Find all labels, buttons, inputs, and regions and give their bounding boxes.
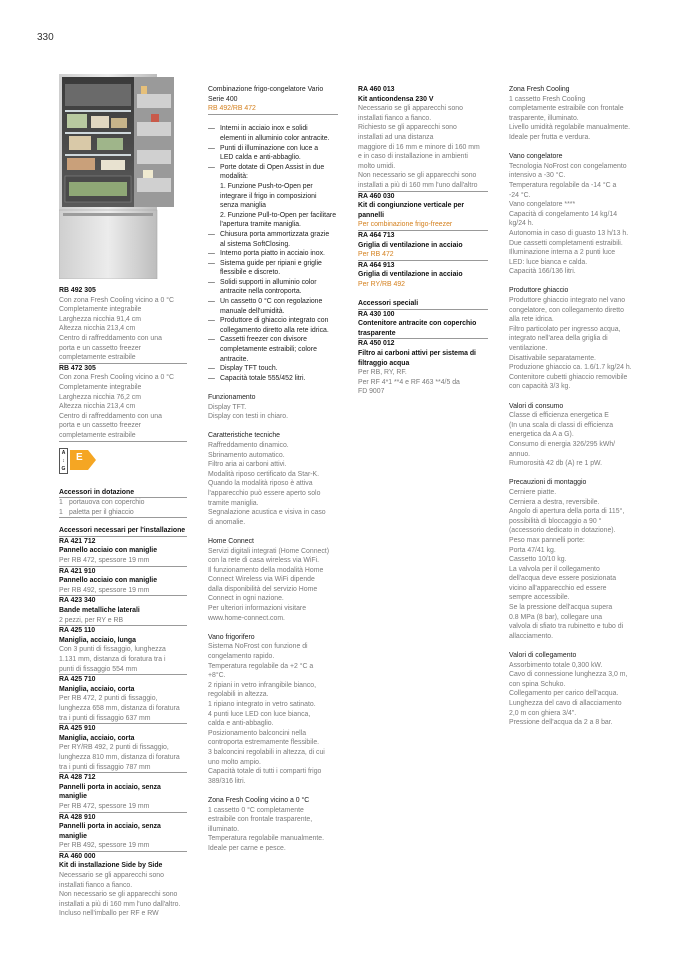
model-line: Altezza nicchia 213,4 cm [59, 403, 136, 411]
accessory-name: Pannello acciaio con maniglie [59, 577, 158, 585]
accessory-name: trasparente [358, 329, 488, 340]
section-line: Display con testi in chiaro. [208, 413, 289, 421]
section-line: kg/24 h. [509, 220, 534, 228]
feature-line: antracite. [220, 355, 249, 363]
feature-item: — Solidi supporti in alluminio color antracite nella controporta. [208, 278, 317, 296]
required-accessory [59, 596, 187, 626]
section-line: Produttore ghiaccio integrato nel vano [509, 297, 626, 305]
section-line: Collegamento per carico dell'acqua. [509, 690, 619, 698]
section-line: Raffreddamento dinamico. [208, 441, 289, 449]
accessory-name: Filtro ai carboni attivi per sistema di [358, 350, 476, 358]
section-title: Home Connect [208, 537, 254, 545]
feature-line: Sistema guide per ripiani e griglie [220, 259, 322, 267]
accessory-name: Kit anticondensa 230 V [358, 95, 434, 103]
accessory-note: installati a più di 160 mm l'uno dall'altro [358, 181, 488, 192]
accessory-code: RA 464 713 [358, 231, 395, 239]
feature-line: modalità: [220, 173, 248, 181]
accessory-text: portauova con coperchio [69, 499, 145, 507]
feature-line: integrare il frigo in composizioni [220, 192, 317, 200]
feature-line: Capacità totale 555/452 litri. [220, 374, 306, 382]
section-line: Filtro particolato per ingresso acqua, [509, 325, 621, 333]
section-line: di anomalie. [208, 518, 246, 526]
required-accessory [59, 724, 187, 773]
section-fresh-cooling [208, 796, 338, 854]
accessory-block [358, 192, 488, 231]
section-line: Temperatura regolabile manualmente. [208, 835, 325, 843]
model-line: Completamente integrabile [59, 306, 142, 314]
section-line: (In una scala di classi di efficienza [509, 421, 614, 429]
accessory-qty: 1 [59, 499, 63, 507]
accessory-name: Pannelli porta in acciaio, senza maniglie [59, 823, 161, 840]
accessory-note: Per RF 4*1 **4 e RF 463 **4/5 da [358, 378, 460, 386]
required-accessory [59, 675, 187, 724]
section-line: vicino all'apparecchio ed essere [509, 584, 607, 592]
section-line: Temperatura regolabile da -14 °C a [509, 181, 617, 189]
section-line: 4 punti luce LED con luce bianca, [208, 710, 311, 718]
section-title: Produttore ghiaccio [509, 287, 569, 295]
accessory-note: Non necessario se gli apparecchi sono [358, 172, 477, 180]
section-line: 389/316 litri. [208, 777, 246, 785]
feature-item: — Display TFT touch. [208, 365, 278, 373]
section-line: Cerniera a destra, reversibile. [509, 498, 600, 506]
feature-line: elementi in alluminio color antracite. [220, 134, 330, 142]
accessory-name: Contenitore antracite con coperchio [358, 320, 477, 328]
feature-line: collegamento diretto alla rete idrica. [220, 326, 329, 334]
accessory-note: Per RB 472, spessore 19 mm [59, 556, 187, 567]
feature-item: — Cassetti freezer con divisore completamente estraibili; colore antracite. [208, 336, 317, 363]
accessory-note: Per RB 492, spessore 19 mm [59, 586, 187, 597]
special-accessories-title: Accessori speciali [358, 299, 488, 310]
section-line: Sistema NoFrost con funzione di [208, 643, 308, 651]
model-line: Con zona Fresh Cooling vicino a 0 °C [59, 296, 174, 304]
section-line: integrato nell'area della griglia di [509, 335, 608, 343]
column-1 [59, 286, 187, 919]
accessory-note: tra i punti di fissaggio 637 mm [59, 714, 187, 725]
section-line: Vano congelatore **** [509, 201, 576, 209]
model-line: Centro di raffreddamento con una [59, 334, 162, 342]
accessory-note: lunghezza 810 mm, distanza di foratura [59, 753, 180, 761]
accessory-code: RA 421 712 [59, 537, 96, 545]
section-line: Contenitore cubetti ghiaccio removibile [509, 373, 628, 381]
energy-scale-bottom: G [61, 465, 66, 472]
section-line: dalla disponibilità del servizio Home [208, 585, 318, 593]
section-line: energetica da A a G). [509, 431, 574, 439]
required-accessory [59, 773, 187, 812]
section-line: 2,0 m con ghiera 3/4". [509, 709, 577, 717]
section-line: trasparente, illuminato. [509, 114, 579, 122]
section-line: illuminato. [208, 825, 240, 833]
accessory-note: Per RB, RY, RF. [358, 369, 407, 377]
model-line: Altezza nicchia 213,4 cm [59, 325, 136, 333]
section-vano-congelatore [509, 152, 643, 277]
accessory-note: Per RY/RB 492 [358, 280, 405, 288]
section-line: +8°C. [208, 672, 226, 680]
section-line: Per ulteriori informazioni visitare [208, 605, 307, 613]
accessory-note: 2 pezzi, per RY e RB [59, 616, 187, 627]
section-line: ventilazione. [509, 345, 548, 353]
section-line: Lunghezza del cavo di allacciamento [509, 700, 622, 707]
column-3 [358, 85, 488, 397]
feature-line: Solidi supporti in alluminio color [220, 278, 317, 286]
feature-line: completamente estraibili; colore [220, 346, 317, 354]
accessory-qty: 1 [59, 508, 63, 516]
section-zona-fresh-cooling [509, 85, 643, 143]
accessory-block [358, 85, 488, 192]
section-line: Ideale per carne e pesce. [208, 844, 286, 852]
model-code: RB 472 305 [59, 364, 96, 372]
accessory-note: Necessario se gli apparecchi sono [59, 872, 164, 880]
section-line: Ideale per frutta e verdura. [509, 133, 591, 141]
section-line: Modalità riposo certificato da Star-K. [208, 470, 320, 478]
section-line: Peso max pannelli porte: [509, 536, 585, 544]
section-line: Tecnologia NoFrost con congelamento [509, 162, 627, 170]
section-line: Sbrinamento automatico. [208, 451, 285, 459]
feature-line: 1. Funzione Push-to-Open per [220, 182, 313, 190]
accessory-block [358, 261, 488, 290]
section-line: con la rete di casa wireless via WiFi. [208, 557, 320, 565]
section-line: 0.8 MPa (8 bar), collegare una [509, 613, 603, 621]
accessory-note: e in caso di installazione in ambienti [358, 153, 468, 161]
section-line: controporta estremamente flessibile. [208, 739, 320, 747]
page-number: 330 [37, 32, 54, 43]
section-line: Capacità di congelamento 14 kg/14 [509, 210, 618, 218]
accessory-code: RA 423 340 [59, 597, 96, 605]
accessory-code: RA 428 910 [59, 813, 96, 821]
section-title: Funzionamento [208, 394, 256, 401]
feature-item: — Punti di illuminazione con luce a LED calda e anti-abbaglio. [208, 144, 319, 162]
section-line: Capacità totale di tutti i comparti frigo [208, 768, 322, 776]
section-line: alla rete idrica. [509, 316, 554, 324]
feature-item: — Chiusura porta ammortizzata grazie al sistema SoftClosing. [208, 230, 330, 248]
energy-class-badge [70, 448, 96, 474]
accessory-note: FD 9007 [358, 388, 385, 396]
accessory-block [358, 231, 488, 261]
feature-line: manuale dell'umidità. [220, 307, 285, 315]
section-line: -24 °C. [509, 191, 531, 199]
section-line: regolabili in altezza. [208, 691, 269, 699]
section-line: sempre accessibile. [509, 594, 570, 602]
required-accessory [59, 626, 187, 675]
feature-line: LED calda e anti-abbaglio. [220, 154, 301, 162]
section-valori-collegamento [509, 651, 643, 728]
accessory-block [358, 310, 488, 340]
section-line: Assorbimento totale 0,300 kW. [509, 661, 603, 669]
section-line: Posizionamento balconcini nella [208, 729, 307, 737]
required-accessory [59, 537, 187, 567]
section-title: Vano frigorifero [208, 633, 255, 641]
model-line: Larghezza nicchia 76,2 cm [59, 393, 141, 401]
accessory-code: RA 460 013 [358, 86, 395, 93]
section-line: possibilità di bloccaggio a 90 ° [509, 517, 602, 525]
section-title: Valori di collegamento [509, 652, 577, 660]
accessory-code: RA 425 910 [59, 725, 96, 733]
section-line: 2 ripiani in vetro infrangibile bianco, [208, 681, 317, 689]
accessory-note: installati ad una distanza [358, 133, 434, 141]
section-line: congelatore, con collegamento diretto [509, 306, 624, 314]
accessory-name: Kit di congiunzione verticale per [358, 202, 465, 210]
section-precauzioni-montaggio [509, 478, 643, 641]
feature-item: — Produttore di ghiaccio integrato con collegamento diretto alla rete idrica. [208, 317, 329, 334]
accessory-note: Per RB 472 [358, 250, 488, 261]
energy-class: E [76, 451, 83, 463]
section-line: Consumo di energia 326/295 kWh/ [509, 440, 616, 448]
feature-line: Interni in acciaio inox e solidi [220, 125, 308, 133]
model-line: Con zona Fresh Cooling vicino a 0 °C [59, 374, 174, 382]
section-line: estraibile con frontale trasparente, [208, 816, 313, 824]
section-line: Connect in ogni nazione. [208, 595, 284, 603]
accessory-note: tra i punti di fissaggio 787 mm [59, 763, 187, 774]
energy-scale-top: A [61, 449, 66, 456]
feature-item: — Sistema guide per ripiani e griglie flessibile e discreto. [208, 259, 322, 277]
accessory-note: Per RB 492, spessore 19 mm [59, 841, 187, 852]
section-line: La valvola per il collegamento [509, 565, 600, 573]
section-line: Cassetto 10/10 kg. [509, 556, 567, 564]
accessory-name: Pannello acciaio con maniglie [59, 547, 158, 555]
section-line: Capacità 166/136 litri. [509, 268, 576, 276]
feature-line: flessibile e discreto. [220, 269, 281, 277]
feature-line: Porte dotate di Open Assist in due [220, 163, 325, 171]
section-line: Filtro aria ai carboni attivi. [208, 461, 287, 469]
energy-scale-arrow: ↕ [62, 457, 65, 464]
section-line: intensivo a -30 °C. [509, 172, 566, 180]
model-line: completamente estraibile [59, 353, 187, 364]
section-line: Pressione dell'acqua da 2 a 8 bar. [509, 719, 613, 727]
section-title: Zona Fresh Cooling vicino a 0 °C [208, 796, 310, 804]
section-line: congelamento rapido. [208, 653, 275, 661]
accessory-note: Per RB 472, 2 punti di fissaggio, [59, 695, 158, 703]
section-line: Connect Wireless via WiFi dipende [208, 576, 315, 584]
accessory-code: RA 460 030 [358, 192, 395, 200]
feature-line: Chiusura porta ammortizzata grazie [220, 230, 330, 238]
section-home-connect [208, 537, 338, 623]
section-line: Livello umidità regolabile manualmente. [509, 124, 631, 132]
model-line: porta e un cassetto freezer [59, 422, 141, 430]
feature-item: — Un cassetto 0 °C con regolazione manuale dell'umidità. [208, 298, 323, 315]
feature-item: — Interno porta piatto in acciaio inox. [208, 250, 325, 258]
section-vano-frigorifero [208, 633, 338, 787]
required-accessory [59, 852, 187, 919]
accessory-text: paletta per il ghiaccio [69, 508, 134, 516]
accessory-code: RA 425 110 [59, 627, 96, 635]
section-produttore-ghiaccio [509, 286, 643, 392]
feature-line: antracite nella controporta. [220, 288, 302, 296]
section-line: Segnalazione acustica e visiva in caso [208, 509, 326, 517]
section-line: Quando la modalità riposo è attiva [208, 480, 313, 488]
section-line: Servizi digitali integrati (Home Connect) [208, 547, 330, 555]
section-line: Porta 47/41 kg. [509, 546, 556, 554]
column-2 [208, 85, 338, 854]
section-line: Due cassetti completamenti estraibili. [509, 239, 623, 247]
accessory-code: RA 425 710 [59, 676, 96, 684]
accessory-note: Per RB 472, spessore 19 mm [59, 802, 187, 813]
product-title-line: Serie 400 [208, 95, 238, 103]
accessory-note: lunghezza 658 mm, distanza di foratura [59, 704, 180, 712]
section-line: (accessorio dedicato in dotazione). [509, 527, 616, 535]
feature-line: Interno porta piatto in acciaio inox. [220, 250, 325, 258]
accessory-code: RA 421 910 [59, 567, 96, 575]
section-line: Angolo di apertura della porta di 115°, [509, 508, 625, 516]
accessory-block [358, 339, 488, 397]
section-funzionamento [208, 393, 338, 422]
section-line: completamente estraibile con frontale [509, 105, 624, 113]
feature-line: Produttore di ghiaccio integrato con [220, 317, 329, 325]
section-line: Classe di efficienza energetica E [509, 412, 609, 420]
column-4 [509, 85, 643, 728]
section-line: Disattivabile separatamente. [509, 354, 596, 362]
accessory-name: Pannelli porta in acciaio, senza maniglie [59, 783, 161, 801]
feature-item: — Capacità totale 555/452 litri. [208, 374, 306, 382]
accessory-note: Con 3 punti di fissaggio, lunghezza [59, 646, 166, 654]
feature-line: Display TFT touch. [220, 365, 278, 373]
accessory-note: Per RY/RB 492, 2 punti di fissaggio, [59, 744, 169, 752]
accessory-note: molto umidi. [358, 162, 396, 170]
accessory-name: filtraggio acqua [358, 359, 410, 367]
accessory-note: installati fianco a fianco. [358, 114, 432, 122]
accessory-note: installati fianco a fianco. [59, 881, 133, 889]
section-title: Caratteristiche tecniche [208, 432, 281, 440]
feature-line: l'apertura tramite maniglia. [220, 221, 301, 229]
accessory-name: Maniglia, acciaio, corta [59, 734, 135, 742]
section-title: Precauzioni di montaggio [509, 479, 587, 487]
product-models: RB 492/RB 472 [208, 104, 338, 115]
required-accessory [59, 567, 187, 597]
feature-line: senza maniglia [220, 202, 266, 210]
accessory-note: installati a più di 160 mm l'uno dall'altro. [59, 900, 181, 908]
section-line: uno molto ampio. [208, 758, 261, 766]
accessory-code: RA 460 000 [59, 852, 96, 860]
section-line: calda e anti-abbaglio. [208, 720, 274, 728]
section-title: Zona Fresh Cooling [509, 86, 570, 93]
section-line: Cerniere piatte. [509, 488, 557, 496]
accessory-note: punti di fissaggio 554 mm [59, 665, 187, 676]
section-title: Vano congelatore [509, 153, 563, 161]
feature-line: Un cassetto 0 °C con regolazione [220, 298, 323, 306]
feature-line: al sistema SoftClosing. [220, 240, 291, 248]
section-line: valvola di sfiato tra rubinetto e tubo di [509, 623, 624, 631]
model-line: Completamente integrabile [59, 383, 142, 391]
model-rb-492 [59, 286, 187, 364]
section-line: con spina Schuko. [509, 680, 566, 688]
accessory-item [59, 508, 187, 519]
section-line: Cavo di connessione lunghezza 3,0 m, [509, 671, 628, 679]
feature-line: Punti di illuminazione con luce a [220, 144, 319, 152]
feature-item: — Porte dotate di Open Assist in due modalità: 1. Funzione Push-to-Open per integrare il frigo in composizioni senza maniglia 2. Funzione Pull-to-Open per facilitare l'apertura tramite maniglia. [208, 163, 337, 229]
necessari-title: Accessori necessari per l'installazione [59, 526, 187, 537]
section-valori-consumo [509, 402, 643, 469]
section-caratteristiche [208, 431, 338, 527]
section-line: dell'acqua deve essere posizionata [509, 575, 617, 583]
model-line: completamente estraibile [59, 431, 187, 442]
accessory-note: Per combinazione frigo-freezer [358, 220, 488, 231]
model-rb-472 [59, 364, 187, 442]
accessory-name: Maniglia, acciaio, corta [59, 685, 135, 693]
section-title: Valori di consumo [509, 402, 564, 410]
section-line: Se la pressione dell'acqua supera [509, 604, 613, 612]
fridge-product-image [59, 74, 176, 279]
accessory-item [59, 498, 187, 508]
section-line: Produzione ghiaccio ca. 1.6/1.7 kg/24 h. [509, 364, 632, 372]
accessory-note: 1.131 mm, distanza di foratura tra i [59, 656, 166, 663]
section-line: www.home-connect.com. [208, 614, 285, 622]
section-line: LED: luce bianca e calda. [509, 258, 588, 266]
accessory-note: Richiesto se gli apparecchi sono [358, 124, 457, 132]
accessory-code: RA 428 712 [59, 774, 96, 782]
accessory-code: RA 464 913 [358, 261, 395, 269]
feature-line: 2. Funzione Pull-to-Open per facilitare [220, 211, 337, 219]
accessory-name: Maniglia, acciaio, lunga [59, 636, 136, 644]
section-line: 1 cassetto 0 °C completamente [208, 806, 304, 814]
section-line: 1 cassetto Fresh Cooling [509, 95, 586, 103]
accessory-note: Non necessario se gli apparecchi sono [59, 891, 178, 899]
section-line: tramite maniglia. [208, 499, 259, 507]
accessory-note: Necessario se gli apparecchi sono [358, 105, 463, 113]
accessory-name: Griglia di ventilazione in acciaio [358, 271, 463, 279]
accessory-code: RA 450 012 [358, 340, 395, 348]
model-code: RB 492 305 [59, 287, 96, 294]
section-line: 3 balconcini regolabili in altezza, di cui [208, 748, 325, 756]
model-line: Centro di raffreddamento con una [59, 412, 162, 420]
accessory-note: maggiore di 16 mm e minore di 160 mm [358, 143, 480, 151]
section-line: Temperatura regolabile da +2 °C a [208, 662, 314, 670]
feature-item: — Interni in acciaio inox e solidi elementi in alluminio color antracite. [208, 125, 330, 142]
accessori-title: Accessori in dotazione [59, 488, 187, 499]
accessory-name: Griglia di ventilazione in acciaio [358, 241, 463, 249]
energy-arrow-icon [70, 450, 96, 470]
product-title [208, 85, 338, 104]
section-line: Display TFT. [208, 403, 247, 411]
section-line: l'apparecchio può essere aperto solo [208, 489, 321, 497]
section-line: Autonomia in caso di guasto 13 h/13 h. [509, 229, 629, 237]
section-line: annuo. [509, 450, 531, 458]
model-line: porta e un cassetto freezer [59, 344, 141, 352]
section-line: Rumorosità 42 db (A) re 1 pW. [509, 460, 603, 468]
accessory-name: Bande metalliche laterali [59, 607, 140, 615]
feature-line: Cassetti freezer con divisore [220, 336, 307, 344]
accessory-name: Kit di installazione Side by Side [59, 862, 163, 870]
section-line: 1 ripiano integrato in vetro satinato. [208, 701, 316, 708]
section-line: Illuminazione interna a 2 punti luce [509, 249, 616, 257]
accessory-name: pannelli [358, 211, 385, 219]
section-line: allacciamento. [509, 632, 554, 640]
energy-scale [59, 448, 68, 474]
accessory-code: RA 430 100 [358, 310, 395, 318]
required-accessory [59, 813, 187, 852]
accessory-note: Incluso nell'imballo per RF e RW [59, 910, 159, 918]
model-line: Larghezza nicchia 91,4 cm [59, 315, 141, 323]
product-title-line: Combinazione frigo-congelatore Vario [208, 86, 324, 93]
energy-label [59, 448, 187, 474]
section-line: con capacità 3/3 kg. [509, 383, 571, 391]
section-line: Il funzionamento della modalità Home [208, 566, 324, 574]
